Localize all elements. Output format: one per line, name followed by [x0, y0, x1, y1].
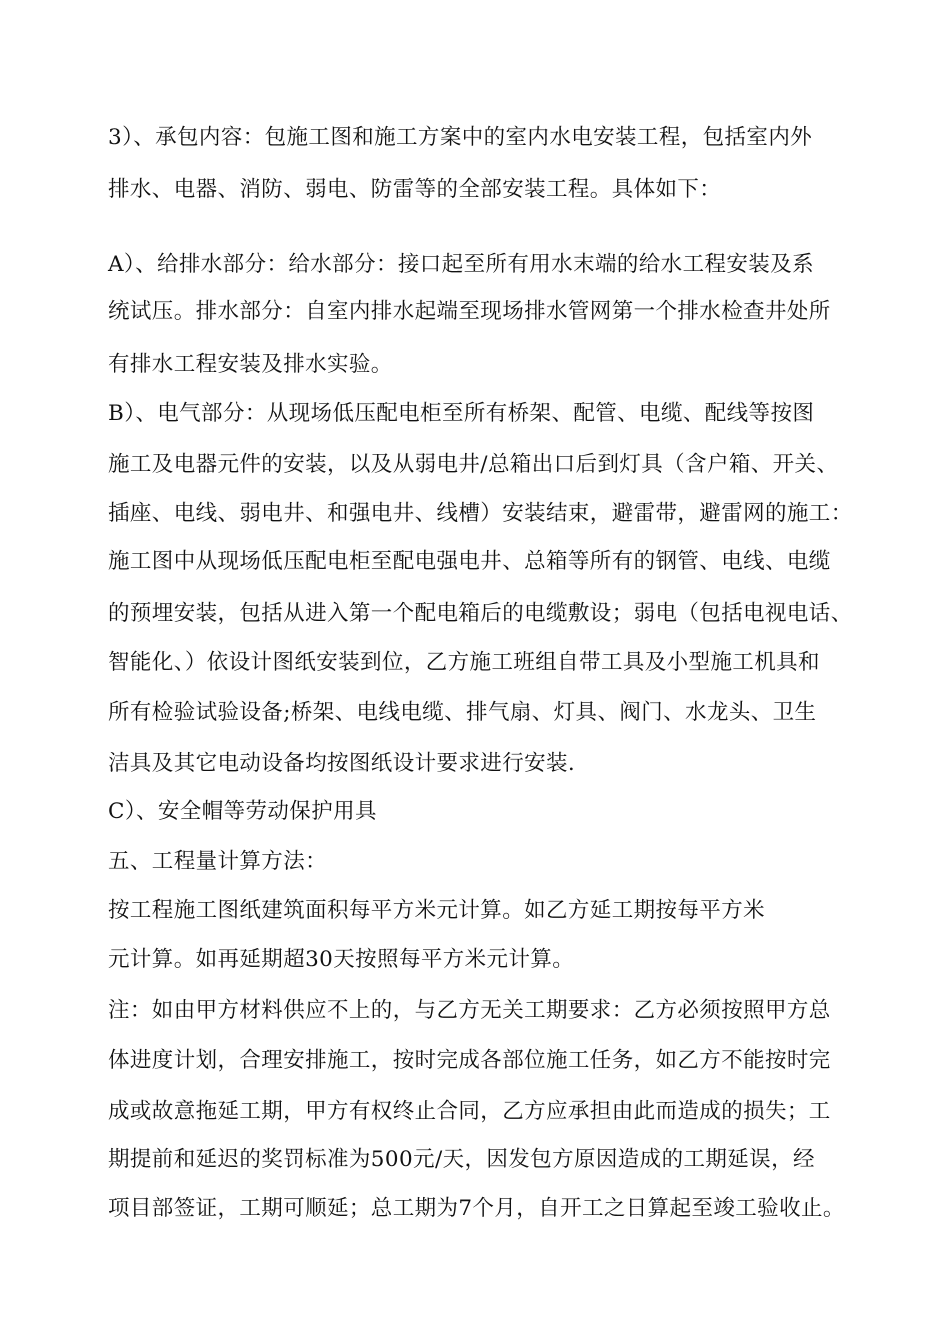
- text-line: 的预埋安装，包括从进入第一个配电箱后的电缆敷设；弱电（包括电视电话、: [108, 601, 853, 626]
- text-line: 按工程施工图纸建筑面积每平方米元计算。如乙方延工期按每平方米: [108, 898, 766, 923]
- text-line: 智能化、）依设计图纸安装到位，乙方施工班组自带工具及小型施工机具和: [108, 650, 820, 675]
- text-line: 排水、电器、消防、弱电、防雷等的全部安装工程。具体如下：: [108, 177, 722, 202]
- text-line: 元计算。如再延期超30天按照每平方米元计算。: [108, 947, 575, 972]
- text-line: 有排水工程安装及排水实验。: [108, 352, 393, 377]
- text-line: 洁具及其它电动设备均按图纸设计要求进行安装.: [108, 751, 576, 776]
- text-line: 施工图中从现场低压配电柜至配电强电井、总箱等所有的钢管、电线、电缆: [108, 549, 831, 574]
- text-line: 期提前和延迟的奖罚标准为500元/天，因发包方原因造成的工期延误，经: [108, 1147, 815, 1172]
- text-line: 统试压。排水部分：自室内排水起端至现场排水管网第一个排水检查井处所: [108, 299, 831, 324]
- text-line: 注：如由甲方材料供应不上的，与乙方无关工期要求：乙方必须按照甲方总: [108, 998, 831, 1023]
- text-line: 所有检验试验设备;桥架、电线电缆、排气扇、灯具、阀门、水龙头、卫生: [108, 700, 817, 725]
- section-heading: 五、工程量计算方法：: [108, 849, 328, 874]
- text-line: 施工及电器元件的安装，以及从弱电井/总箱出口后到灯具（含户箱、开关、: [108, 452, 839, 477]
- text-line: C）、安全帽等劳动保护用具: [108, 799, 377, 824]
- text-line: 项目部签证，工期可顺延；总工期为7个月，自开工之日算起至竣工验收止。: [108, 1196, 845, 1221]
- text-line: B）、电气部分：从现场低压配电柜至所有桥架、配管、电缆、配线等按图: [108, 401, 815, 426]
- text-line: 体进度计划，合理安排施工，按时完成各部位施工任务，如乙方不能按时完: [108, 1048, 831, 1073]
- text-line: 插座、电线、弱电井、和强电井、线槽）安装结束，避雷带，避雷网的施工：: [108, 501, 853, 526]
- text-line: A）、给排水部分：给水部分：接口起至所有用水末端的给水工程安装及系: [108, 252, 814, 277]
- text-line: 成或故意拖延工期，甲方有权终止合同，乙方应承担由此而造成的损失；工: [108, 1099, 831, 1124]
- text-line: 3）、承包内容：包施工图和施工方案中的室内水电安装工程，包括室内外: [108, 125, 813, 150]
